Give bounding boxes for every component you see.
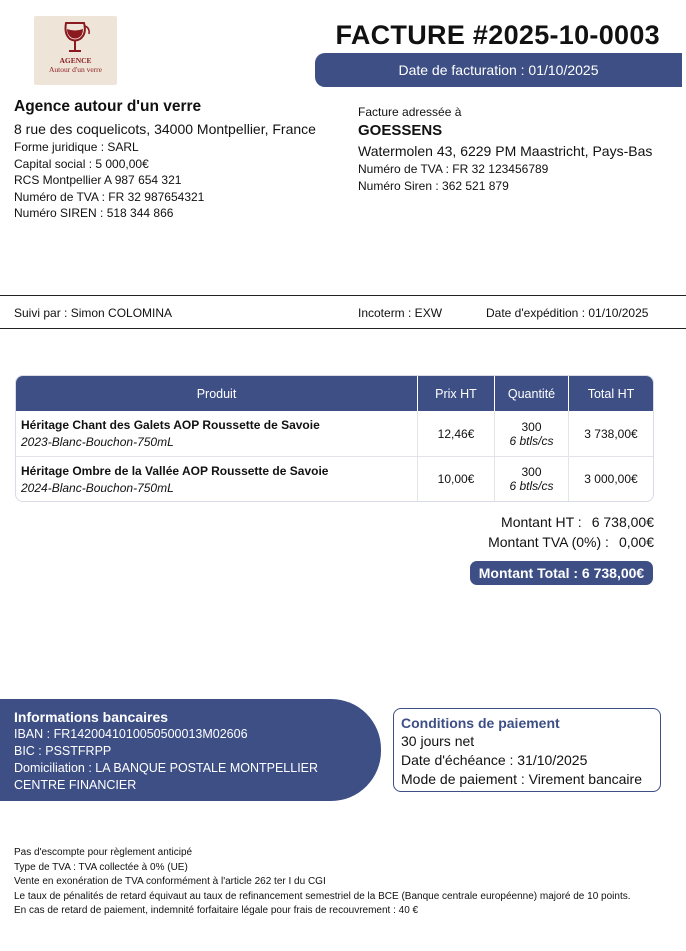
payment-method: Mode de paiement : Virement bancaire xyxy=(401,771,642,787)
seller-address: 8 rue des coquelicots, 34000 Montpellier, France xyxy=(14,121,316,137)
header-price: Prix HT xyxy=(418,376,495,411)
product-ref: 2023-Blanc-Bouchon-750mL xyxy=(21,435,174,449)
bank-domiciliation: Domiciliation : LA BANQUE POSTALE MONTPELLIER CENTRE FINANCIER xyxy=(14,761,319,792)
payment-conditions-block xyxy=(393,708,661,792)
bank-title: Informations bancaires xyxy=(14,709,169,725)
product-unit: 6 btls/cs xyxy=(509,433,554,448)
bank-info-block xyxy=(0,699,381,801)
client-vat: Numéro de TVA : FR 32 123456789 xyxy=(358,162,549,176)
logo-line1: AGENCE xyxy=(59,56,92,65)
table-row xyxy=(16,411,653,456)
legal-line: Le taux de pénalités de retard équivaut au taux de refinancement semestriel de la BCE (Banque centrale européenne) majoré de 10 points. xyxy=(14,890,631,902)
legal-line: En cas de retard de paiement, indemnité forfaitaire légale pour frais de recouvrement : 40 € xyxy=(14,905,419,916)
ht-label: Montant HT : xyxy=(501,514,582,530)
seller-name: Agence autour d'un verre xyxy=(14,98,202,115)
invoice-title: FACTURE #2025-10-0003 xyxy=(335,20,660,50)
payment-terms: 30 jours net xyxy=(401,733,475,749)
seller-vat: Numéro de TVA : FR 32 987654321 xyxy=(14,189,205,204)
client-block xyxy=(358,104,668,195)
tva-label: Montant TVA (0%) : xyxy=(488,534,609,550)
product-unit: 6 btls/cs xyxy=(509,479,554,493)
seller-siren: Numéro SIREN : 518 344 866 xyxy=(14,206,174,221)
bank-bic: BIC : PSSTFRPP xyxy=(14,744,112,758)
table-row xyxy=(16,456,653,501)
invoice-date: Date de facturation : 01/10/2025 xyxy=(398,62,599,78)
divider-top xyxy=(0,295,686,296)
product-price: 10,00€ xyxy=(437,472,475,486)
table-header xyxy=(16,376,653,411)
totals-block xyxy=(488,512,654,552)
product-qty: 300 xyxy=(521,419,542,434)
invoice-date-bar xyxy=(315,53,682,87)
product-ref: 2024-Blanc-Bouchon-750mL xyxy=(21,481,174,495)
tva-value: 0,00€ xyxy=(618,534,654,550)
header-total: Total HT xyxy=(587,386,635,401)
seller-block xyxy=(14,98,334,222)
products-table xyxy=(15,375,654,502)
seller-rcs: RCS Montpellier A 987 654 321 xyxy=(14,173,182,188)
payment-title: Conditions de paiement xyxy=(401,715,560,731)
company-logo xyxy=(34,16,117,85)
logo-line2: Autour d'un verre xyxy=(48,65,102,74)
product-qty: 300 xyxy=(521,465,542,479)
seller-capital: Capital social : 5 000,00€ xyxy=(14,156,149,171)
total-amount: Montant Total : 6 738,00€ xyxy=(470,561,653,585)
seller-legal-form: Forme juridique : SARL xyxy=(14,140,139,154)
product-price: 12,46€ xyxy=(437,426,475,441)
product-total: 3 738,00€ xyxy=(584,426,638,441)
incoterm: Incoterm : EXW xyxy=(358,306,443,320)
product-name: Héritage Ombre de la Vallée AOP Roussette de Savoie xyxy=(21,464,329,478)
header-qty: Quantité xyxy=(495,376,569,411)
payment-due-date: Date d'échéance : 31/10/2025 xyxy=(401,752,588,768)
header-product: Produit xyxy=(16,376,418,411)
client-siren: Numéro Siren : 362 521 879 xyxy=(358,179,509,193)
ship-date: Date d'expédition : 01/10/2025 xyxy=(486,306,649,320)
followed-by: Suivi par : Simon COLOMINA xyxy=(14,306,173,320)
client-name: GOESSENS xyxy=(358,122,443,139)
legal-notes xyxy=(14,846,664,919)
client-address: Watermolen 43, 6229 PM Maastricht, Pays-Bas xyxy=(358,143,653,159)
ht-value: 6 738,00€ xyxy=(591,514,654,530)
legal-line: Vente en exonération de TVA conformément à l'article 262 ter I du CGI xyxy=(14,876,326,887)
legal-line: Pas d'escompte pour règlement anticipé xyxy=(14,847,193,858)
legal-line: Type de TVA : TVA collectée à 0% (UE) xyxy=(14,861,188,873)
bank-iban: IBAN : FR1420041010050500013M02606 xyxy=(14,727,248,741)
client-label: Facture adressée à xyxy=(358,105,462,119)
product-name: Héritage Chant des Galets AOP Roussette de Savoie xyxy=(21,418,320,432)
wine-glass-icon xyxy=(56,20,96,56)
divider-bottom xyxy=(0,328,686,329)
product-total: 3 000,00€ xyxy=(584,472,638,486)
